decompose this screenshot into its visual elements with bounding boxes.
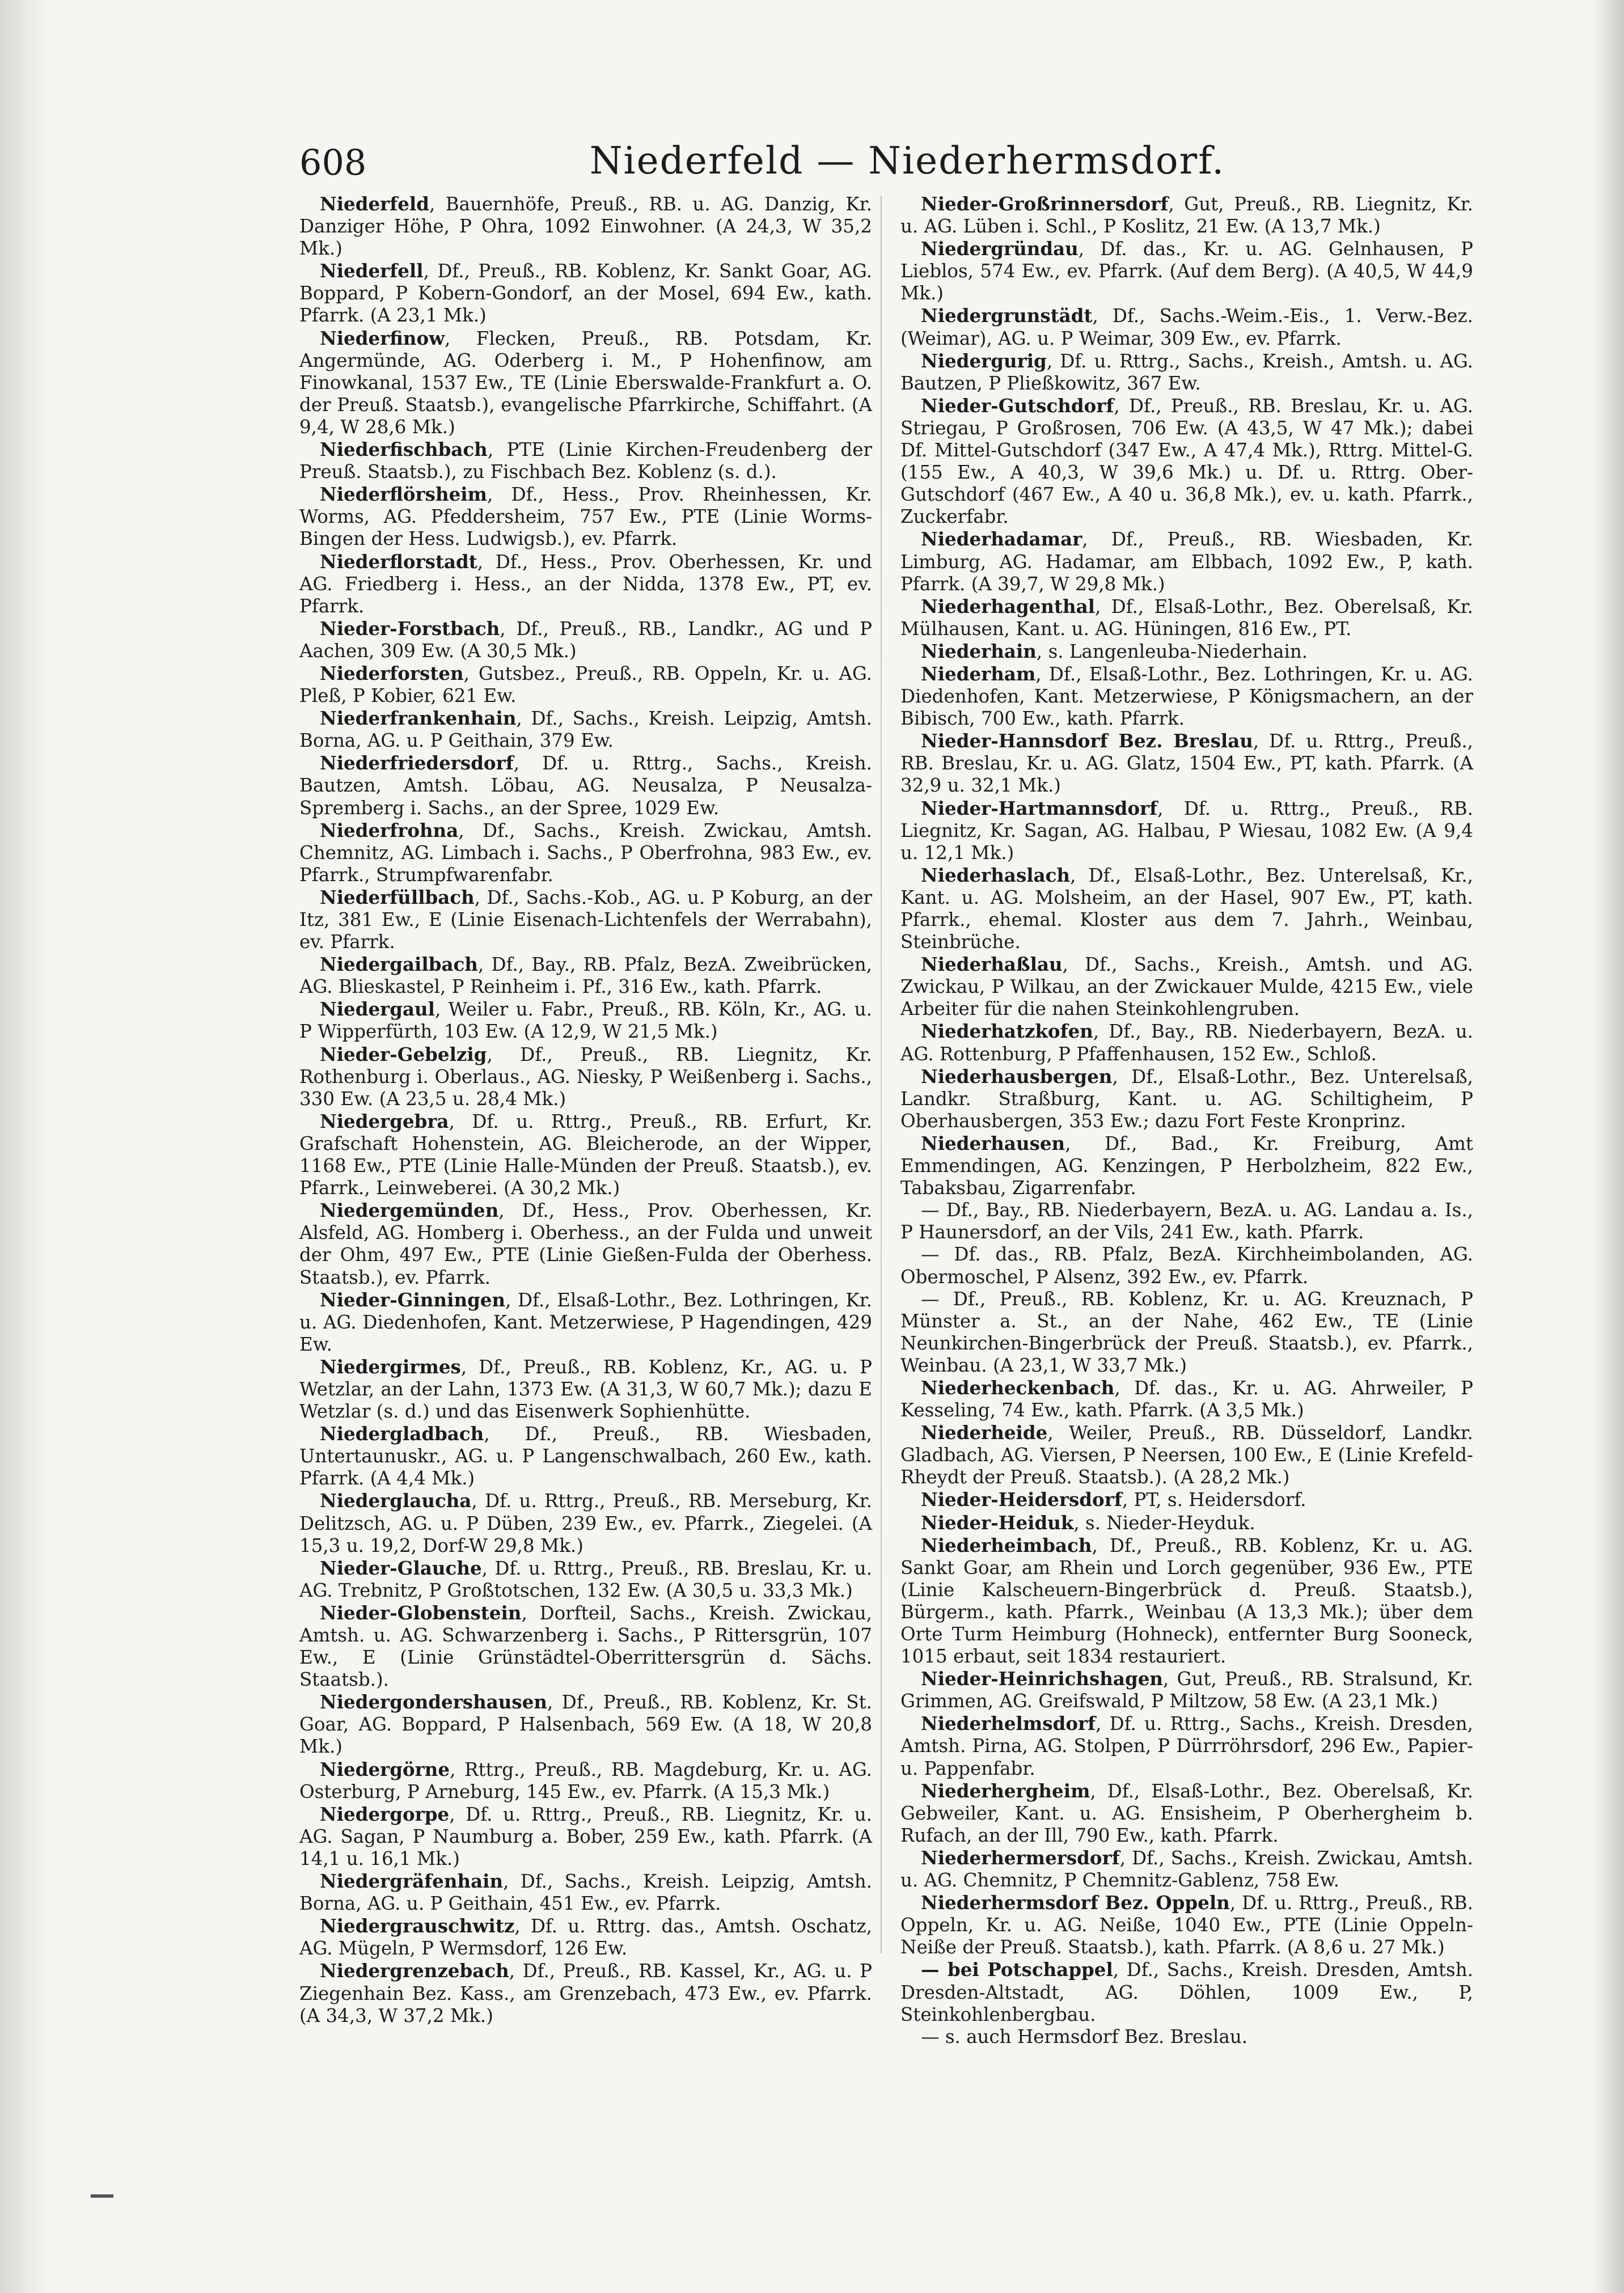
dictionary-entry <box>900 1958 1473 2025</box>
dictionary-entry <box>900 1377 1473 1422</box>
dictionary-entry <box>299 662 872 707</box>
dictionary-entry <box>900 350 1473 395</box>
entry-lemma: Niederfriedersdorf <box>320 752 514 775</box>
running-head: Niederfeld — Niederhermsdorf. <box>589 139 1225 183</box>
dictionary-entry <box>299 752 872 819</box>
entry-text: , Weiler u. Fabr., Preuß., RB. Köln, Kr., AG. u. P Wipperfürth, 103 Ew. (A 12,9, W 21,5 Mk.) <box>299 999 872 1043</box>
entry-text: , Df. das., Kr. u. AG. Gelnhausen, P Lieblos, 574 Ew., ev. Pfarrk. (Auf dem Berg). (A 40,5, W 44,9 Mk.) <box>900 238 1473 304</box>
entry-text: , Df., Elsaß-Lothr., Bez. Oberelsaß, Kr. Gebweiler, Kant. u. AG. Ensisheim, P Oberhergheim b. Rufach, an der Ill, 790 Ew., kath. Pfarrk. <box>900 1780 1473 1846</box>
dictionary-entry <box>299 1602 872 1691</box>
entry-text: , Df., Preuß., RB. Wiesbaden, Untertaunuskr., AG. u. P Langenschwalbach, 260 Ew., kath. Pfarrk. (A 4,4 Mk.) <box>299 1423 872 1490</box>
dictionary-entry <box>900 1065 1473 1132</box>
entry-text: , Df., Sachs.-Weim.-Eis., 1. Verw.-Bez. (Weimar), AG. u. P Weimar, 309 Ew., ev. Pfarrk. <box>900 305 1473 349</box>
entry-lemma: Niedergörne <box>320 1758 450 1780</box>
entry-lemma: Niederfischbach <box>320 438 488 461</box>
dictionary-entry <box>299 1803 872 1870</box>
entry-lemma: Niederhaßlau <box>921 953 1063 976</box>
dictionary-entry <box>900 1780 1473 1847</box>
entry-text: , Df. u. Rttrg., Preuß., RB. Merseburg, Kr. Delitzsch, AG. u. P Düben, 239 Ew., ev. Pfarrk., Ziegelei. (A 15,3 u. 19,2, Dorf-W 29,8 Mk.) <box>299 1490 872 1556</box>
dictionary-entry <box>900 238 1473 304</box>
entry-lemma: Niedergemünden <box>320 1199 499 1222</box>
dictionary-entry <box>900 193 1473 238</box>
dictionary-entry <box>900 953 1473 1020</box>
entry-lemma: Niederheimbach <box>921 1534 1092 1556</box>
entry-lemma: Niederhatzkofen <box>921 1020 1093 1043</box>
dictionary-entry <box>299 953 872 998</box>
dictionary-entry <box>900 595 1473 640</box>
entry-lemma: Niederhausen <box>921 1132 1065 1154</box>
entry-text: , s. Langenleuba-Niederhain. <box>1036 640 1308 662</box>
entry-lemma: Niederhermsdorf Bez. Oppeln <box>921 1892 1230 1914</box>
scan-edge-left <box>0 0 51 2293</box>
entry-text: , Df. das., Kr. u. AG. Ahrweiler, P Kesseling, 74 Ew., kath. Pfarrk. (A 3,5 Mk.) <box>900 1377 1473 1422</box>
dictionary-entry <box>299 1289 872 1356</box>
entry-lemma: Niederflorstadt <box>320 550 477 573</box>
dictionary-entry <box>299 1691 872 1758</box>
entry-text: , PTE (Linie Kirchen-Freudenberg der Preuß. Staatsb.), zu Fischbach Bez. Koblenz (s. d.). <box>299 439 872 483</box>
entry-lemma: Niederflörsheim <box>320 483 488 506</box>
entry-text: , Df., Preuß., RB., Landkr., AG und P Aachen, 309 Ew. (A 30,5 Mk.) <box>299 617 872 662</box>
dictionary-entry <box>900 1534 1473 1668</box>
dictionary-entry <box>299 707 872 752</box>
entry-lemma: Niederham <box>921 662 1036 685</box>
entry-lemma: Niederfrankenhain <box>320 707 517 730</box>
entry-lemma: Nieder-Heiduk <box>921 1511 1074 1534</box>
entry-text: , PT, s. Heidersdorf. <box>1122 1489 1306 1511</box>
entry-text: , Df. u. Rttrg., Sachs., Kreish., Amtsh. u. AG. Bautzen, P Pließkowitz, 367 Ew. <box>900 350 1473 394</box>
entry-text: , Df., Sachs., Kreish. Zwickau, Amtsh. u. AG. Chemnitz, P Chemnitz-Gablenz, 758 Ew. <box>900 1847 1473 1892</box>
dictionary-entry <box>900 304 1473 349</box>
entry-text: , Df., Elsaß-Lothr., Bez. Unterelsaß, Kr., Kant. u. AG. Molsheim, an der Hasel, 907 Ew., PT, kath. Pfarrk., ehemal. Kloster aus dem 7. Jahrh., Weinbau, Steinbrüche. <box>900 864 1473 953</box>
entry-lemma: — bei Potschappel <box>921 1958 1113 1981</box>
dictionary-entry <box>900 1243 1473 1288</box>
dictionary-entry <box>299 1870 872 1915</box>
dictionary-entry <box>900 1288 1473 1377</box>
entry-lemma: Nieder-Gutschdorf <box>921 394 1114 417</box>
right-column <box>900 193 1473 2048</box>
entry-lemma: Niederhadamar <box>921 528 1082 551</box>
dictionary-entry <box>299 1490 872 1556</box>
dictionary-entry <box>299 1758 872 1803</box>
entry-text: , Gut, Preuß., RB. Liegnitz, Kr. u. AG. Lüben i. Schl., P Koslitz, 21 Ew. (A 13,7 Mk.) <box>900 193 1473 238</box>
entry-text: , Df. u. Rttrg., Preuß., RB. Erfurt, Kr. Grafschaft Hohenstein, AG. Bleicherode, an der Wipper, 1168 Ew., PTE (Linie Halle-Münden der Preuß. Staatsb.), ev. Pfarrk., Leinweberei. (A 30,2 Mk.) <box>299 1110 872 1199</box>
dictionary-entry <box>299 1199 872 1288</box>
column-divider <box>881 196 882 1953</box>
entry-text: — Df., Bay., RB. Niederbayern, BezA. u. AG. Landau a. Is., P Haunersdorf, an der Vils, 241 Ew., kath. Pfarrk. <box>900 1199 1473 1243</box>
dictionary-entry <box>299 1356 872 1423</box>
entry-text: , Df., Hess., Prov. Oberhessen, Kr. Alsfeld, AG. Homberg i. Oberhess., an der Fulda und unweit der Ohm, 497 Ew., PTE (Linie Gießen-Fulda der Oberhess. Staatsb.), ev. Pfarrk. <box>299 1200 872 1288</box>
left-column <box>299 193 872 2027</box>
entry-text: , s. Nieder-Heyduk. <box>1073 1512 1255 1534</box>
entry-text: , Df. u. Rttrg., Preuß., RB. Breslau, Kr. u. AG. Trebnitz, P Großtotschen, 132 Ew. (A 30,5 u. 33,3 Mk.) <box>299 1557 872 1601</box>
entry-text: , Df., Preuß., RB. Liegnitz, Kr. Rothenburg i. Oberlaus., AG. Niesky, P Weißenberg i. Sachs., 330 Ew. (A 23,5 u. 28,4 Mk.) <box>299 1043 872 1110</box>
entry-lemma: Nieder-Hannsdorf Bez. Breslau <box>921 730 1253 752</box>
entry-text: , Gut, Preuß., RB. Stralsund, Kr. Grimmen, AG. Greifswald, P Miltzow, 58 Ew. (A 23,1 Mk.) <box>900 1668 1473 1712</box>
entry-text: , Df., Elsaß-Lothr., Bez. Lothringen, Kr. u. AG. Diedenhofen, Kant. Metzerwiese, P Hagendingen, 429 Ew. <box>299 1289 872 1355</box>
entry-lemma: Niedergrenzebach <box>320 1960 509 1982</box>
dictionary-entry <box>900 1512 1473 1534</box>
dictionary-entry <box>299 1423 872 1490</box>
entry-text: , Df., Preuß., RB. Koblenz, Kr. Sankt Goar, AG. Boppard, P Kobern-Gondorf, an der Mosel, 694 Ew., kath. Pfarrk. (A 23,1 Mk.) <box>299 260 872 327</box>
entry-text: , Df., Sachs., Kreish. Leipzig, Amtsh. Borna, AG. u. P Geithain, 451 Ew., ev. Pfarrk. <box>299 1871 872 1915</box>
entry-lemma: Niedergailbach <box>320 953 478 976</box>
entry-text: , Df., Hess., Prov. Rheinhessen, Kr. Worms, AG. Pfeddersheim, 757 Ew., PTE (Linie Worms-Bingen der Hess. Ludwigsb.), ev. Pfarrk. <box>299 484 872 550</box>
entry-lemma: Niedergurig <box>921 349 1047 372</box>
entry-text: , Df. u. Rttrg., Preuß., RB. Breslau, Kr. u. AG. Glatz, 1504 Ew., PT, kath. Pfarrk. (A 32,9 u. 32,1 Mk.) <box>900 730 1473 797</box>
dictionary-entry <box>900 640 1473 663</box>
entry-lemma: Niederhagenthal <box>921 595 1096 617</box>
entry-lemma: Nieder-Gebelzig <box>320 1043 487 1065</box>
entry-lemma: Niedergirmes <box>320 1355 461 1378</box>
page-number: 608 <box>299 142 367 183</box>
dictionary-entry <box>900 730 1473 797</box>
dictionary-entry <box>299 327 872 438</box>
entry-text: , Df., Sachs., Kreish. Dresden, Amtsh. Dresden-Altstadt, AG. Döhlen, 1009 Ew., P, Steinkohlenbergbau. <box>900 1959 1473 2025</box>
entry-text: — Df. das., RB. Pfalz, BezA. Kirchheimbolanden, AG. Obermoschel, P Alsenz, 392 Ew., ev. Pfarrk. <box>900 1243 1473 1288</box>
dictionary-entry <box>900 1020 1473 1065</box>
entry-text: , Df., Preuß., RB. Kassel, Kr., AG. u. P Ziegenhain Bez. Kass., am Grenzebach, 473 Ew., ev. Pfarrk. (A 34,3, W 37,2 Mk.) <box>299 1960 872 2027</box>
dictionary-entry <box>299 1915 872 1960</box>
entry-lemma: Niedergladbach <box>320 1423 484 1445</box>
entry-text: , Df., Hess., Prov. Oberhessen, Kr. und AG. Friedberg i. Hess., an der Nidda, 1378 Ew., PT, ev. Pfarrk. <box>299 551 872 617</box>
dictionary-entry <box>900 1712 1473 1779</box>
dictionary-entry <box>900 2026 1473 2048</box>
entry-text: , Df., Sachs., Kreish. Zwickau, Amtsh. Chemnitz, AG. Limbach i. Sachs., P Oberfrohna, 983 Ew., ev. Pfarrk., Strumpfwarenfabr. <box>299 819 872 886</box>
entry-lemma: Niedergorpe <box>320 1803 450 1825</box>
entry-text: , Df. u. Rttrg., Preuß., RB. Liegnitz, Kr. u. AG. Sagan, P Naumburg a. Bober, 259 Ew., kath. Pfarrk. (A 14,1 u. 16,1 Mk.) <box>299 1803 872 1869</box>
dictionary-entry <box>299 483 872 550</box>
entry-text: , Df., Bay., RB. Pfalz, BezA. Zweibrücken, AG. Blieskastel, P Reinheim i. Pf., 316 Ew., kath. Pfarrk. <box>299 954 872 998</box>
entry-lemma: Niedergräfenhain <box>320 1870 504 1893</box>
entry-lemma: Niederfeld <box>320 193 429 215</box>
entry-lemma: Nieder-Forstbach <box>320 617 500 640</box>
entry-lemma: Niederhelmsdorf <box>921 1712 1096 1735</box>
dictionary-entry <box>900 395 1473 528</box>
entry-lemma: Niederfüllbach <box>320 886 475 908</box>
entry-lemma: Niederfell <box>320 260 424 282</box>
entry-text: , Bauernhöfe, Preuß., RB. u. AG. Danzig, Kr. Danziger Höhe, P Ohra, 1092 Einwohner. (A 24,3, W 35,2 Mk.) <box>299 193 872 260</box>
entry-lemma: Niedergondershausen <box>320 1691 548 1714</box>
entry-lemma: Niederhergheim <box>921 1779 1090 1802</box>
entry-text: , Df., Preuß., RB. Koblenz, Kr. u. AG. Sankt Goar, am Rhein und Lorch gegenüber, 936 Ew., PTE (Linie Kalscheuern-Bingerbrück d. Preuß. Staatsb.), Bürgerm., kath. Pfarrk., Weinbau (A 13,3 Mk.); über dem Orte Turm Heimburg (Hohneck), entfernter Burg Sooneck, 1015 erbaut, seit 1834 restauriert. <box>900 1534 1473 1668</box>
entry-lemma: Niedergrunstädt <box>921 304 1093 327</box>
entry-lemma: Niedergrauschwitz <box>320 1915 515 1937</box>
dictionary-entry <box>299 617 872 662</box>
entry-lemma: Niederglaucha <box>320 1490 472 1512</box>
dictionary-entry <box>299 886 872 953</box>
entry-text: , Df., Preuß., RB. Koblenz, Kr. St. Goar, AG. Boppard, P Halsenbach, 569 Ew. (A 18, W 20,8 Mk.) <box>299 1691 872 1758</box>
entry-lemma: Nieder-Heinrichshagen <box>921 1668 1164 1690</box>
entry-lemma: Nieder-Glauche <box>320 1556 482 1579</box>
entry-lemma: Nieder-Heidersdorf <box>921 1488 1122 1511</box>
entry-lemma: Niedergebra <box>320 1110 449 1132</box>
dictionary-entry <box>900 1488 1473 1511</box>
entry-text: , Df., Preuß., RB. Wiesbaden, Kr. Limburg, AG. Hadamar, am Elbbach, 1092 Ew., P, kath. Pfarrk. (A 39,7, W 29,8 Mk.) <box>900 528 1473 595</box>
entry-text: , Rttrg., Preuß., RB. Magdeburg, Kr. u. AG. Osterburg, P Arneburg, 145 Ew., ev. Pfarrk. (A 15,3 Mk.) <box>299 1758 872 1803</box>
entry-text: , Df., Elsaß-Lothr., Bez. Oberelsaß, Kr. Mülhausen, Kant. u. AG. Hüningen, 816 Ew., PT. <box>900 595 1473 640</box>
dictionary-entry <box>900 1847 1473 1892</box>
entry-lemma: Niederheckenbach <box>921 1376 1115 1399</box>
entry-text: , Df. u. Rttrg., Sachs., Kreish. Bautzen, Amtsh. Löbau, AG. Neusalza, P Neusalza-Spremberg i. Sachs., an der Spree, 1029 Ew. <box>299 752 872 819</box>
entry-text: , Df. u. Rttrg., Preuß., RB. Oppeln, Kr. u. AG. Neiße, 1040 Ew., PTE (Linie Oppeln-Neiße der Preuß. Staatsb.), kath. Pfarrk. (A 8,6 u. 27 Mk.) <box>900 1892 1473 1958</box>
entry-text: , Flecken, Preuß., RB. Potsdam, Kr. Angermünde, AG. Oderberg i. M., P Hohenfinow, am Finowkanal, 1537 Ew., TE (Linie Eberswalde-Frankfurt a. O. der Preuß. Staatsb.), evangelische Pfarrkirche, Schiffahrt. (A 9,4, W 28,6 Mk.) <box>299 327 872 438</box>
dictionary-entry <box>900 528 1473 595</box>
dictionary-entry <box>299 998 872 1043</box>
entry-text: , Df., Sachs., Kreish., Amtsh. und AG. Zwickau, P Wilkau, an der Zwickauer Mulde, 4215 Ew., viele Arbeiter für die nahen Steinkohlengruben. <box>900 954 1473 1020</box>
entry-text: , Df., Preuß., RB. Breslau, Kr. u. AG. Striegau, P Großrosen, 706 Ew. (A 43,5, W 47 Mk.); dabei Df. Mittel-Gutschdorf (347 Ew., A 47,4 Mk.), Rttrg. Mittel-G. (155 Ew., A 40,3, W 39,6 Mk.) u. Df. u. Rttrg. Ober-Gutschdorf (467 Ew., A 40 u. 36,8 Mk.), ev. u. kath. Pfarrk., Zuckerfabr. <box>900 395 1473 528</box>
entry-lemma: Niederfrohna <box>320 819 459 841</box>
entry-text: , Df., Sachs., Kreish. Leipzig, Amtsh. Borna, AG. u. P Geithain, 379 Ew. <box>299 708 872 752</box>
entry-lemma: Niederforsten <box>320 662 464 684</box>
dictionary-entry <box>299 1110 872 1199</box>
entry-text: , Df., Bay., RB. Niederbayern, BezA. u. AG. Rottenburg, P Pfaffenhausen, 152 Ew., Schloß. <box>900 1021 1473 1065</box>
dictionary-entry <box>299 819 872 886</box>
entry-text: , Df., Elsaß-Lothr., Bez. Lothringen, Kr. u. AG. Diedenhofen, Kant. Metzerwiese, P Königsmachern, an der Bibisch, 700 Ew., kath. Pfarrk. <box>900 663 1473 730</box>
dictionary-entry <box>299 1043 872 1110</box>
entry-text: , Gutsbez., Preuß., RB. Oppeln, Kr. u. AG. Pleß, P Kobier, 621 Ew. <box>299 662 872 707</box>
entry-lemma: Niederhermersdorf <box>921 1846 1120 1869</box>
entry-lemma: Nieder-Ginningen <box>320 1288 506 1311</box>
dictionary-entry <box>900 1892 1473 1958</box>
dictionary-entry <box>299 551 872 617</box>
dictionary-entry <box>900 1132 1473 1199</box>
entry-text: , Df., Bad., Kr. Freiburg, Amt Emmendingen, AG. Kenzingen, P Herbolzheim, 822 Ew., Tabaksbau, Zigarrenfabr. <box>900 1132 1473 1199</box>
entry-text: , Df. u. Rttrg. das., Amtsh. Oschatz, AG. Mügeln, P Wermsdorf, 126 Ew. <box>299 1915 872 1960</box>
entry-text: , Dorfteil, Sachs., Kreish. Zwickau, Amtsh. u. AG. Schwarzenberg i. Sachs., P Rittersgrün, 107 Ew., E (Linie Grünstädtel-Oberrittersgrün d. Sächs. Staatsb.). <box>299 1602 872 1691</box>
dictionary-entry <box>299 193 872 260</box>
dictionary-entry <box>900 663 1473 730</box>
entry-lemma: Niederhain <box>921 640 1037 662</box>
scan-mark <box>91 2194 113 2198</box>
entry-text: , Df., Elsaß-Lothr., Bez. Unterelsaß, Landkr. Straßburg, Kant. u. AG. Schiltigheim, P Oberhausbergen, 353 Ew.; dazu Fort Feste Kronprinz. <box>900 1065 1473 1132</box>
entry-lemma: Niederhausbergen <box>921 1065 1113 1088</box>
dictionary-entry <box>299 260 872 327</box>
entry-lemma: Nieder-Großrinnersdorf <box>921 193 1169 215</box>
entry-text: , Df. u. Rttrg., Preuß., RB. Liegnitz, Kr. Sagan, AG. Halbau, P Wiesau, 1082 Ew. (A 9,4 u. 12,1 Mk.) <box>900 797 1473 864</box>
entry-text: — s. auch Hermsdorf Bez. Breslau. <box>921 2025 1248 2047</box>
dictionary-entry <box>900 864 1473 953</box>
entry-text: , Weiler, Preuß., RB. Düsseldorf, Landkr. Gladbach, AG. Viersen, P Neersen, 100 Ew., E (Linie Krefeld-Rheydt der Preuß. Staatsb.). (A 28,2 Mk.) <box>900 1422 1473 1488</box>
entry-text: , Df. u. Rttrg., Sachs., Kreish. Dresden, Amtsh. Pirna, AG. Stolpen, P Dürrröhrsdorf, 296 Ew., Papier- u. Pappenfabr. <box>900 1713 1473 1779</box>
entry-lemma: Niederhaslach <box>921 864 1071 886</box>
entry-lemma: Niedergründau <box>921 238 1079 260</box>
dictionary-entry <box>299 1960 872 2027</box>
entry-lemma: Nieder-Globenstein <box>320 1601 522 1624</box>
entry-text: , Df., Sachs.-Kob., AG. u. P Koburg, an der Itz, 381 Ew., E (Linie Eisenach-Lichtenfels der Werrabahn), ev. Pfarrk. <box>299 886 872 953</box>
dictionary-entry <box>900 1199 1473 1243</box>
entry-lemma: Nieder-Hartmannsdorf <box>921 797 1158 819</box>
entry-text: — Df., Preuß., RB. Koblenz, Kr. u. AG. Kreuznach, P Münster a. St., an der Nahe, 462 Ew., TE (Linie Neunkirchen-Bingerbrück der Preuß. Staatsb.), ev. Pfarrk., Weinbau. (A 23,1, W 33,7 Mk.) <box>900 1288 1473 1376</box>
dictionary-entry <box>900 797 1473 864</box>
entry-lemma: Niederfinow <box>320 327 445 349</box>
dictionary-entry <box>299 1557 872 1602</box>
entry-lemma: Niederheide <box>921 1422 1048 1444</box>
scan-edge-right <box>1590 0 1624 2293</box>
dictionary-entry <box>299 438 872 483</box>
dictionary-entry <box>900 1422 1473 1488</box>
entry-lemma: Niedergaul <box>320 998 435 1021</box>
dictionary-entry <box>900 1668 1473 1712</box>
entry-text: , Df., Preuß., RB. Koblenz, Kr., AG. u. P Wetzlar, an der Lahn, 1373 Ew. (A 31,3, W 60,7 Mk.); dazu E Wetzlar (s. d.) und das Eisenwerk Sophienhütte. <box>299 1356 872 1423</box>
